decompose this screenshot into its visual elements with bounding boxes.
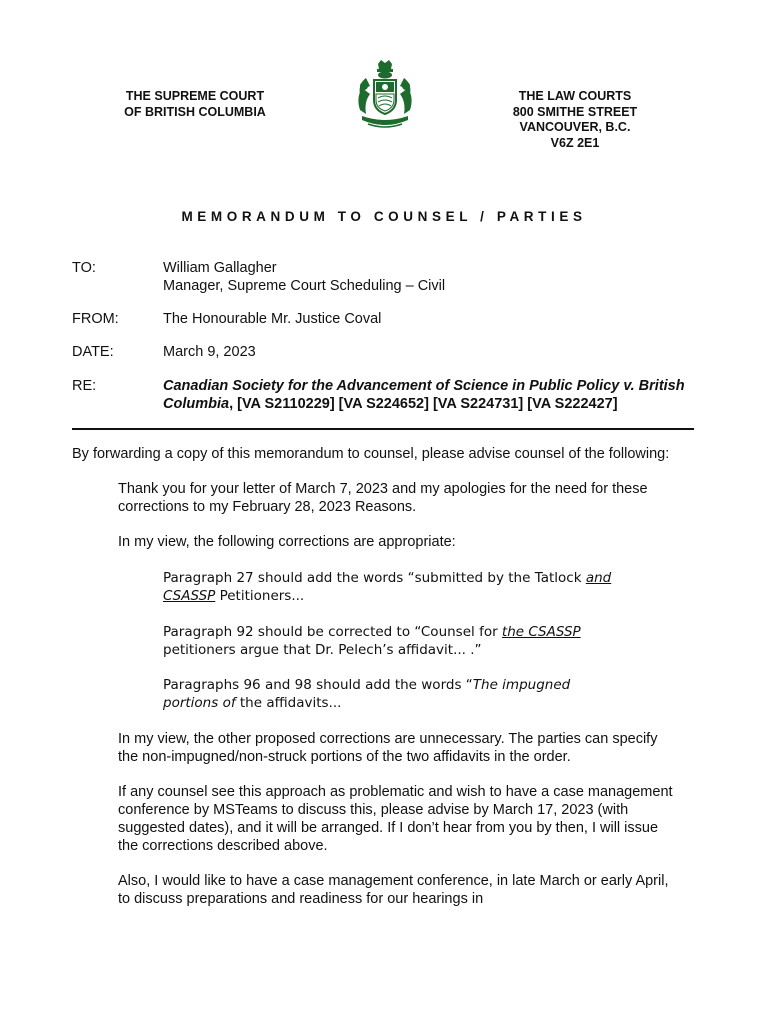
memo-title: MEMORANDUM TO COUNSEL / PARTIES (181, 209, 587, 224)
correction-27-underlined: and CSASSP (163, 570, 612, 604)
to-label: TO: (72, 260, 96, 276)
correction-96-text: Paragraphs 96 and 98 should add the words “ (163, 677, 473, 693)
from-value: The Honourable Mr. Justice Coval (163, 311, 382, 327)
intro-paragraph: By forwarding a copy of this memorandum to counsel, please advise counsel of the following: (72, 446, 670, 462)
court-address-block (500, 89, 650, 151)
address-line4: V6Z 2E1 (550, 135, 600, 150)
to-title: Manager, Supreme Court Scheduling – Civil (163, 278, 446, 294)
re-label: RE: (72, 378, 97, 394)
correction-27-end: Petitioners... (215, 588, 305, 604)
address-line2: 800 SMITHE STREET (512, 104, 638, 119)
thanks-paragraph: Thank you for your letter of March 7, 2023 and my apologies for the need for these corrections to my February 28, 2023 Reasons. (118, 481, 648, 515)
court-name-line2: OF BRITISH COLUMBIA (124, 104, 266, 119)
royal-coat-of-arms-icon (348, 58, 422, 132)
correction-96-end: the affidavits... (235, 695, 342, 711)
unnecessary-corrections-paragraph: In my view, the other proposed corrections are unnecessary. The parties can specify the non-impugned/non-struck portions of the two affidavits in the order. (118, 731, 658, 765)
court-name-line1: THE SUPREME COURT (125, 89, 265, 103)
correction-27-text: Paragraph 27 should add the words “submitted by the Tatlock (163, 570, 586, 586)
from-label: FROM: (72, 311, 119, 327)
address-line1: THE LAW COURTS (518, 89, 632, 103)
date-label: DATE: (72, 344, 114, 360)
to-name: William Gallagher (163, 260, 277, 276)
correction-92-underlined: the CSASSP (501, 624, 581, 640)
correction-item-96-98 (163, 676, 623, 712)
divider-line (72, 428, 694, 430)
address-line3: VANCOUVER, B.C. (519, 120, 631, 134)
re-case-numbers: , [VA S2110229] [VA S224652] [VA S224731] [VA S222427] (229, 396, 618, 412)
corrections-intro-paragraph: In my view, the following corrections are appropriate: (118, 534, 456, 550)
date-value: March 9, 2023 (163, 344, 256, 360)
correction-item-92 (163, 623, 623, 659)
correction-item-27 (163, 569, 623, 605)
re-value (163, 377, 708, 413)
re-case-name: Canadian Society for the Advancement of Science in Public Policy v. British Columbia (163, 378, 685, 412)
hearing-preparation-paragraph: Also, I would like to have a case management conference, in late March or early April, to discuss preparations and readiness for our hearings in (118, 873, 669, 907)
correction-96-italic: The impugned portions of (163, 677, 571, 711)
correction-92-text: Paragraph 92 should be corrected to “Counsel for (163, 624, 502, 640)
correction-92-end: petitioners argue that Dr. Pelech’s affidavit... .” (163, 642, 482, 658)
case-conference-paragraph: If any counsel see this approach as problematic and wish to have a case management conference by MSTeams to discuss this, please advise by March 17, 2023 (with suggested dates), and it will be arranged. If I don’t hear from you by then, I will issue the corrections described above. (118, 784, 673, 854)
court-name-block (120, 89, 270, 120)
